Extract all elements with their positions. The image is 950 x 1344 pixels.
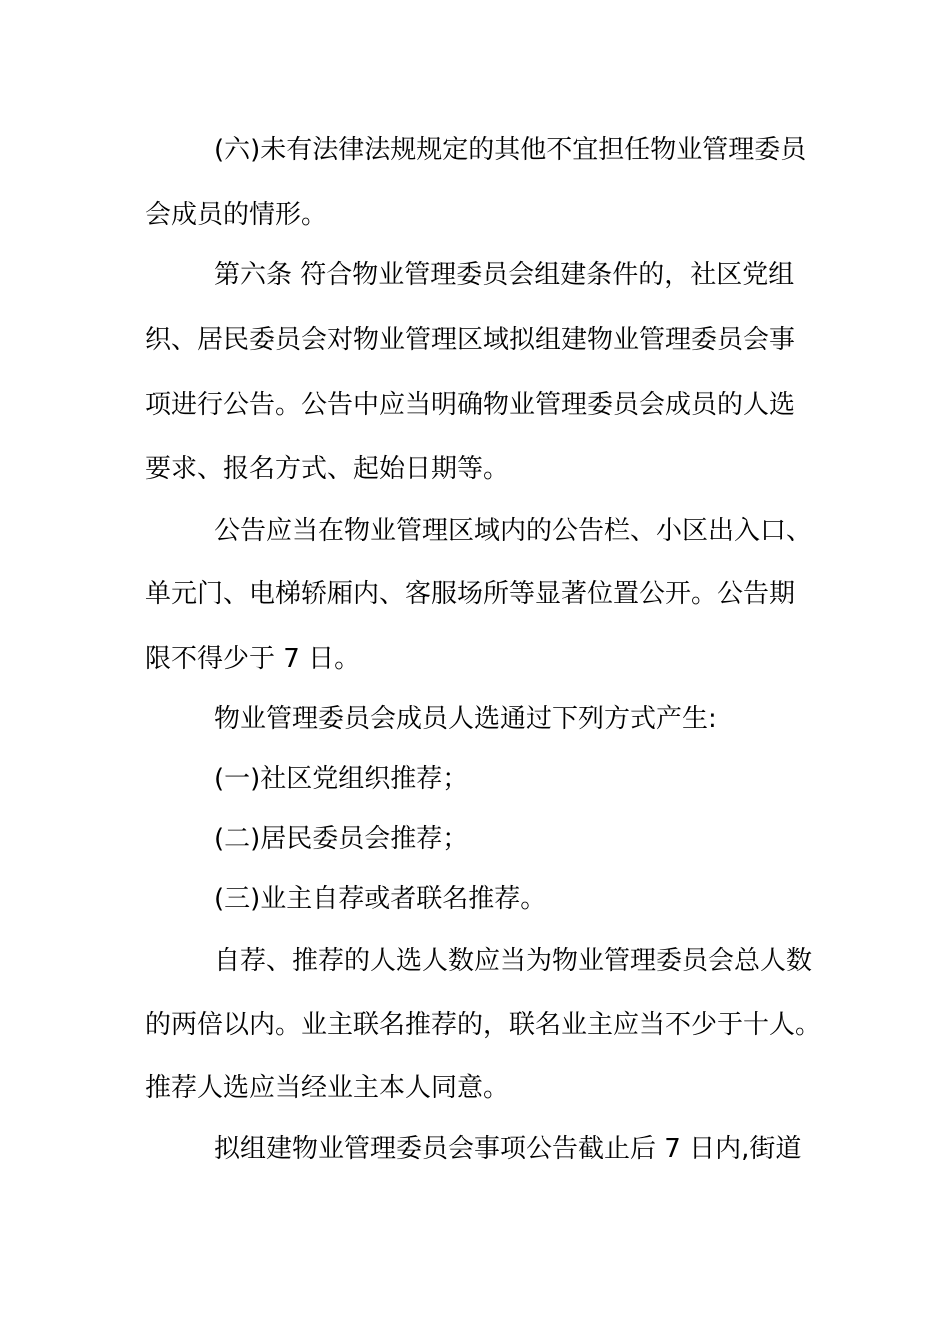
text-line: (一)社区党组织推荐； — [214, 764, 469, 794]
text-line: (二)居民委员会推荐； — [214, 824, 469, 854]
text-line: (六)未有法律法规规定的其他不宜担任物业管理委员 — [214, 135, 807, 165]
text-line: 项进行公告。公告中应当明确物业管理委员会成员的人选 — [145, 390, 796, 420]
text-line: 限不得少于 7 日。 — [145, 644, 361, 674]
text-line: 织、居民委员会对物业管理区域拟组建物业管理委员会事 — [145, 325, 796, 355]
text-line: 第六条 符合物业管理委员会组建条件的，社区党组 — [214, 260, 795, 290]
text-line: 的两倍以内。业主联名推荐的，联名业主应当不少于十人。 — [145, 1010, 822, 1040]
text-line: 物业管理委员会成员人选通过下列方式产生: — [214, 704, 717, 734]
text-line: 推荐人选应当经业主本人同意。 — [145, 1073, 510, 1103]
text-line: 自荐、推荐的人选人数应当为物业管理委员会总人数 — [214, 946, 813, 976]
text-line: 单元门、电梯轿厢内、客服场所等显著位置公开。公告期 — [145, 579, 796, 609]
text-line: 要求、报名方式、起始日期等。 — [145, 454, 510, 484]
text-line: 拟组建物业管理委员会事项公告截止后 7 日内,街道 — [214, 1134, 802, 1164]
text-line: 公告应当在物业管理区域内的公告栏、小区出入口、 — [214, 516, 813, 546]
text-line: (三)业主自荐或者联名推荐。 — [214, 884, 547, 914]
text-line: 会成员的情形。 — [145, 200, 328, 230]
